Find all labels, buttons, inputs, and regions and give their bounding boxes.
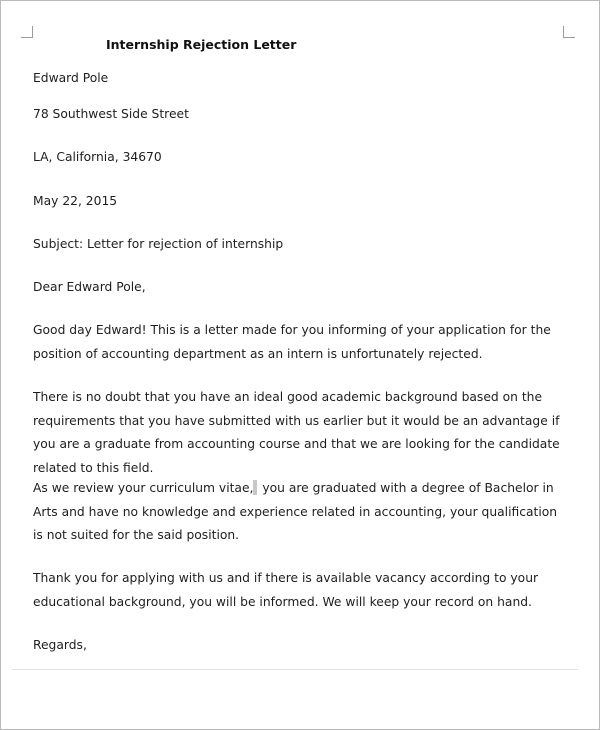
address-line-1[interactable]: 78 Southwest Side Street xyxy=(33,107,189,121)
closing[interactable]: Regards, xyxy=(33,638,87,652)
top-right-margin-marker xyxy=(563,26,575,38)
body-paragraph-4[interactable]: Thank you for applying with us and if there is available vacancy according to your educational background, you will be informed. We will keep your record on hand. xyxy=(33,571,539,609)
page-break-divider xyxy=(12,669,578,670)
body-paragraph-2[interactable]: There is no doubt that you have an ideal good academic background based on the requirements that you have submitted with us earlier but it would be an advantage if you are a graduate from accounting course and that we are looking for the candidate related to this field. xyxy=(33,390,560,475)
salutation[interactable]: Dear Edward Pole, xyxy=(33,280,146,294)
letter-subject[interactable]: Subject: Letter for rejection of internship xyxy=(33,237,284,251)
text-cursor xyxy=(253,480,257,495)
paragraph-3-text-end: you are graduated with a degree of Bachelor in Arts and have no knowledge and experience related in accounting, your qualification is not suited for the said position. xyxy=(33,481,558,542)
letter-title[interactable]: Internship Rejection Letter xyxy=(106,37,297,52)
address-line-2[interactable]: LA, California, 34670 xyxy=(33,150,162,164)
top-left-margin-marker xyxy=(21,26,33,38)
letter-date[interactable]: May 22, 2015 xyxy=(33,194,118,208)
body-paragraph-3[interactable] xyxy=(33,477,568,548)
body-paragraph-1[interactable]: Good day Edward! This is a letter made for you informing of your application for the position of accounting department as an intern is unfortunately rejected. xyxy=(33,323,551,361)
recipient-name[interactable]: Edward Pole xyxy=(33,71,109,85)
paragraph-3-text-start: As we review your curriculum vitae, xyxy=(33,481,254,495)
